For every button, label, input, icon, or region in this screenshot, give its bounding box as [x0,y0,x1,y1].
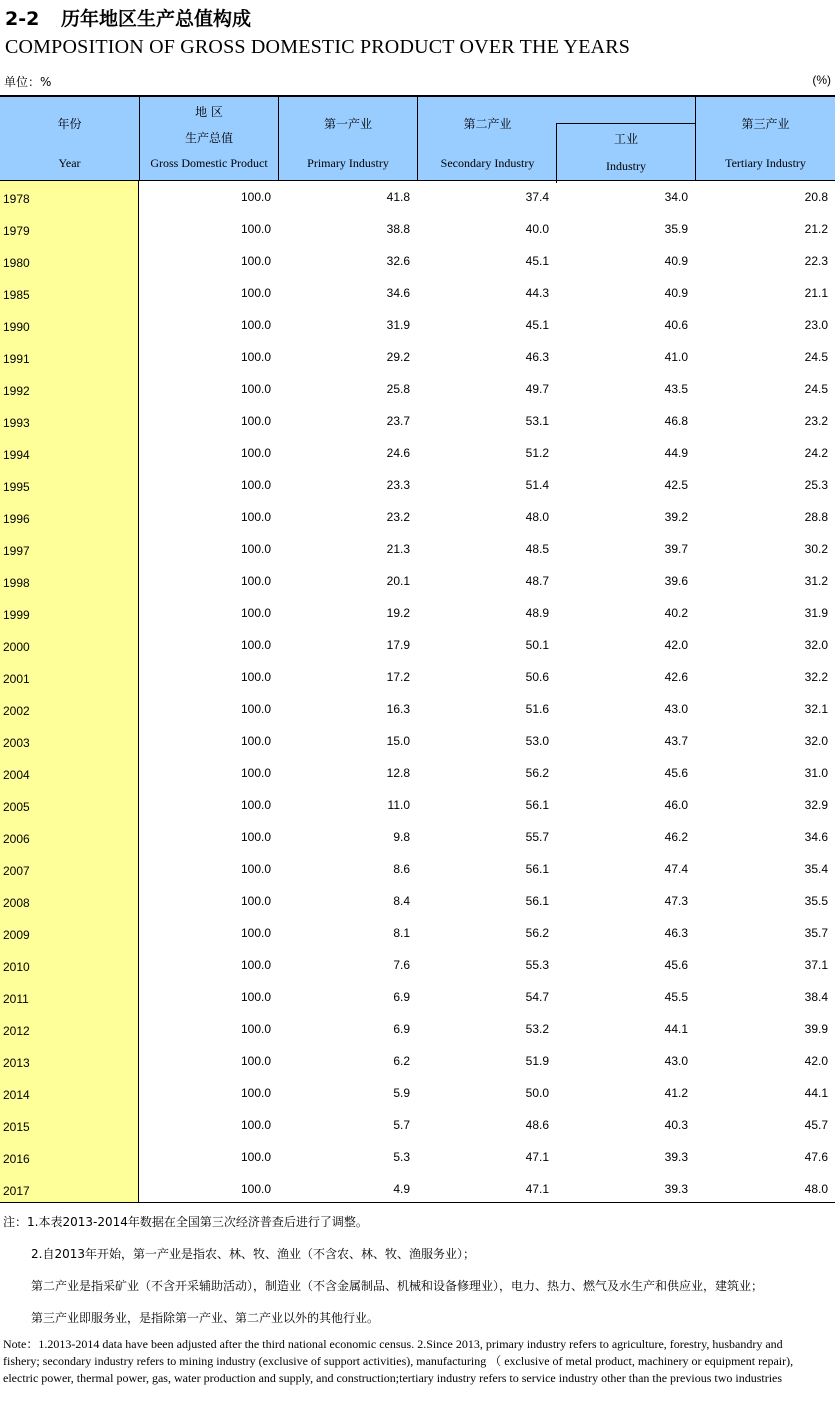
cell-industry: 40.6 [664,318,688,332]
cell-tertiary: 32.2 [804,670,828,684]
cell-secondary: 51.9 [525,1054,549,1068]
cell-secondary: 50.0 [525,1086,549,1100]
cell-gdp: 100.0 [240,542,271,556]
header-primary-cn: 第一产业 [323,117,372,131]
cell-gdp: 100.0 [240,1182,271,1196]
table-row [0,565,835,597]
cell-primary: 23.3 [386,478,410,492]
cell-tertiary: 32.9 [804,798,828,812]
cell-industry: 39.6 [664,574,688,588]
cell-tertiary: 22.3 [804,254,828,268]
cell-tertiary: 47.6 [804,1150,828,1164]
cell-industry: 42.6 [664,670,688,684]
cell-tertiary: 23.0 [804,318,828,332]
cell-secondary: 50.6 [525,670,549,684]
cell-secondary: 56.2 [525,926,549,940]
table-row [0,629,835,661]
table-row [0,1141,835,1173]
cell-gdp: 100.0 [240,190,271,204]
cell-tertiary: 30.2 [804,542,828,556]
cell-tertiary: 35.7 [804,926,828,940]
table-row [0,981,835,1013]
header-secondary-en: Secondary Industry [440,156,535,170]
cell-secondary: 53.1 [525,414,549,428]
note-cn-1: 注：1.本表2013-2014年数据在全国第三次经济普查后进行了调整。 [3,1215,368,1229]
cell-industry: 34.0 [664,190,688,204]
cell-industry: 43.5 [664,382,688,396]
cell-year: 2001 [3,672,30,686]
header-primary-en: Primary Industry [307,156,389,170]
cell-tertiary: 37.1 [804,958,828,972]
cell-industry: 46.2 [664,830,688,844]
cell-year: 2014 [3,1088,30,1102]
cell-year: 2005 [3,800,30,814]
cell-industry: 41.2 [664,1086,688,1100]
table-header [0,95,835,181]
table-title-cn: 历年地区生产总值构成 [61,8,252,30]
cell-gdp: 100.0 [240,1086,271,1100]
cell-secondary: 40.0 [525,222,549,236]
table-row [0,917,835,949]
table-row [0,533,835,565]
table-row [0,437,835,469]
cell-tertiary: 48.0 [804,1182,828,1196]
cell-year: 1985 [3,288,30,302]
cell-gdp: 100.0 [240,830,271,844]
table-row [0,501,835,533]
table-row [0,181,835,213]
cell-secondary: 55.3 [525,958,549,972]
header-gdp-cn2: 生产总值 [184,131,233,145]
cell-tertiary: 35.4 [804,862,828,876]
cell-gdp: 100.0 [240,606,271,620]
cell-primary: 5.9 [393,1086,410,1100]
cell-industry: 39.7 [664,542,688,556]
cell-primary: 8.6 [393,862,410,876]
cell-primary: 19.2 [386,606,410,620]
cell-secondary: 45.1 [525,254,549,268]
cell-industry: 46.0 [664,798,688,812]
cell-year: 2017 [3,1184,30,1198]
cell-gdp: 100.0 [240,254,271,268]
cell-industry: 40.9 [664,254,688,268]
cell-tertiary: 21.2 [804,222,828,236]
cell-gdp: 100.0 [240,734,271,748]
cell-industry: 40.2 [664,606,688,620]
table-row [0,1077,835,1109]
header-year-cn: 年份 [57,117,82,131]
cell-primary: 9.8 [393,830,410,844]
header-gdp-cn1: 地 区 [195,105,223,119]
cell-industry: 39.3 [664,1150,688,1164]
cell-secondary: 48.9 [525,606,549,620]
header-industry [556,123,695,183]
cell-gdp: 100.0 [240,318,271,332]
cell-primary: 32.6 [386,254,410,268]
cell-tertiary: 45.7 [804,1118,828,1132]
table-row [0,693,835,725]
cell-year: 1993 [3,416,30,430]
table-row [0,885,835,917]
cell-industry: 45.6 [664,958,688,972]
cell-industry: 44.1 [664,1022,688,1036]
cell-tertiary: 21.1 [804,286,828,300]
cell-secondary: 55.7 [525,830,549,844]
cell-secondary: 56.1 [525,798,549,812]
cell-gdp: 100.0 [240,990,271,1004]
cell-primary: 4.9 [393,1182,410,1196]
cell-year: 2010 [3,960,30,974]
table-row [0,789,835,821]
cell-gdp: 100.0 [240,862,271,876]
cell-secondary: 49.7 [525,382,549,396]
cell-gdp: 100.0 [240,222,271,236]
cell-tertiary: 32.0 [804,734,828,748]
cell-tertiary: 38.4 [804,990,828,1004]
table-row [0,245,835,277]
cell-secondary: 46.3 [525,350,549,364]
cell-primary: 8.4 [393,894,410,908]
cell-year: 1992 [3,384,30,398]
cell-secondary: 48.6 [525,1118,549,1132]
page-title-cn [5,4,251,31]
header-tertiary [695,97,835,180]
header-secondary [418,97,557,180]
note-cn-3: 第二产业是指采矿业（不含开采辅助活动），制造业（不含金属制品、机械和设备修理业），电力、热力、燃气及水生产和供应业，建筑业； [31,1279,764,1293]
cell-tertiary: 20.8 [804,190,828,204]
table-bottom-rule [0,1202,835,1203]
cell-primary: 17.2 [386,670,410,684]
cell-primary: 31.9 [386,318,410,332]
cell-secondary: 45.1 [525,318,549,332]
cell-industry: 46.3 [664,926,688,940]
cell-industry: 43.0 [664,702,688,716]
cell-gdp: 100.0 [240,350,271,364]
cell-industry: 40.3 [664,1118,688,1132]
cell-primary: 6.9 [393,1022,410,1036]
table-row [0,309,835,341]
cell-industry: 43.7 [664,734,688,748]
cell-secondary: 51.6 [525,702,549,716]
cell-tertiary: 31.9 [804,606,828,620]
cell-secondary: 48.5 [525,542,549,556]
table-row [0,1109,835,1141]
cell-secondary: 51.4 [525,478,549,492]
cell-year: 2009 [3,928,30,942]
cell-tertiary: 28.8 [804,510,828,524]
cell-secondary: 51.2 [525,446,549,460]
table-body [0,181,835,1205]
cell-primary: 7.6 [393,958,410,972]
cell-industry: 45.5 [664,990,688,1004]
table-row [0,661,835,693]
cell-gdp: 100.0 [240,1022,271,1036]
cell-gdp: 100.0 [240,1150,271,1164]
cell-gdp: 100.0 [240,446,271,460]
cell-gdp: 100.0 [240,574,271,588]
cell-primary: 20.1 [386,574,410,588]
note-cn-4: 第三产业即服务业，是指除第一产业、第二产业以外的其他行业。 [31,1311,380,1325]
cell-year: 1994 [3,448,30,462]
cell-primary: 11.0 [387,798,410,812]
cell-secondary: 47.1 [525,1150,549,1164]
cell-industry: 41.0 [664,350,688,364]
cell-tertiary: 25.3 [804,478,828,492]
header-tertiary-en: Tertiary Industry [725,156,806,170]
cell-year: 1998 [3,576,30,590]
cell-primary: 23.7 [386,414,410,428]
cell-industry: 45.6 [664,766,688,780]
cell-year: 2002 [3,704,30,718]
cell-secondary: 44.3 [525,286,549,300]
cell-year: 2000 [3,640,30,654]
page-title-en: COMPOSITION OF GROSS DOMESTIC PRODUCT OVER THE YEARS [5,36,631,58]
cell-tertiary: 32.0 [804,638,828,652]
cell-primary: 41.8 [386,190,410,204]
cell-secondary: 37.4 [525,190,549,204]
cell-gdp: 100.0 [240,478,271,492]
cell-industry: 46.8 [664,414,688,428]
cell-industry: 44.9 [664,446,688,460]
table-row [0,1013,835,1045]
cell-secondary: 56.2 [525,766,549,780]
cell-primary: 38.8 [386,222,410,236]
cell-primary: 34.6 [386,286,410,300]
cell-gdp: 100.0 [240,638,271,652]
cell-primary: 21.3 [386,542,410,556]
cell-tertiary: 34.6 [804,830,828,844]
table-row [0,213,835,245]
cell-year: 2013 [3,1056,30,1070]
cell-year: 2004 [3,768,30,782]
cell-gdp: 100.0 [240,1118,271,1132]
cell-year: 1997 [3,544,30,558]
cell-year: 2006 [3,832,30,846]
cell-industry: 39.2 [664,510,688,524]
cell-year: 1979 [3,224,30,238]
cell-industry: 35.9 [664,222,688,236]
cell-year: 1990 [3,320,30,334]
table-row [0,373,835,405]
cell-primary: 17.9 [386,638,410,652]
header-year-en: Year [58,156,81,170]
cell-gdp: 100.0 [240,1054,271,1068]
cell-industry: 47.3 [664,894,688,908]
cell-gdp: 100.0 [240,670,271,684]
header-tertiary-cn: 第三产业 [741,117,790,131]
cell-tertiary: 42.0 [804,1054,828,1068]
cell-secondary: 47.1 [525,1182,549,1196]
cell-primary: 23.2 [386,510,410,524]
cell-year: 1996 [3,512,30,526]
cell-secondary: 54.7 [525,990,549,1004]
cell-year: 2008 [3,896,30,910]
table-row [0,469,835,501]
cell-tertiary: 24.5 [804,382,828,396]
cell-year: 2003 [3,736,30,750]
cell-gdp: 100.0 [240,958,271,972]
header-gdp [140,97,279,180]
note-cn-2: 2.自2013年开始，第一产业是指农、林、牧、渔业（不含农、林、牧、渔服务业）； [31,1247,475,1261]
table-number: 2-2 [5,8,40,30]
cell-secondary: 56.1 [525,894,549,908]
cell-secondary: 48.7 [525,574,549,588]
cell-tertiary: 24.5 [804,350,828,364]
cell-secondary: 53.0 [525,734,549,748]
cell-industry: 42.0 [664,638,688,652]
header-primary [279,97,418,180]
cell-year: 1999 [3,608,30,622]
header-year [0,97,140,180]
cell-tertiary: 31.0 [804,766,828,780]
table-row [0,1173,835,1205]
cell-secondary: 50.1 [525,638,549,652]
cell-gdp: 100.0 [240,894,271,908]
cell-year: 1980 [3,256,30,270]
cell-year: 2011 [3,992,29,1006]
cell-industry: 43.0 [664,1054,688,1068]
unit-label-cn: 单位：% [4,75,52,89]
cell-gdp: 100.0 [240,798,271,812]
cell-year: 2007 [3,864,30,878]
table-row [0,1045,835,1077]
table-row [0,757,835,789]
table-row [0,597,835,629]
table-row [0,853,835,885]
cell-gdp: 100.0 [240,766,271,780]
table-row [0,405,835,437]
cell-year: 2015 [3,1120,30,1134]
cell-primary: 8.1 [393,926,410,940]
cell-tertiary: 32.1 [804,702,828,716]
cell-primary: 16.3 [386,702,410,716]
cell-gdp: 100.0 [240,702,271,716]
cell-secondary: 48.0 [525,510,549,524]
table-row [0,821,835,853]
cell-tertiary: 44.1 [804,1086,828,1100]
cell-secondary: 53.2 [525,1022,549,1036]
cell-gdp: 100.0 [240,414,271,428]
cell-primary: 6.2 [393,1054,410,1068]
cell-tertiary: 31.2 [804,574,828,588]
cell-tertiary: 24.2 [804,446,828,460]
cell-industry: 47.4 [664,862,688,876]
cell-year: 2012 [3,1024,30,1038]
header-industry-cn: 工业 [613,132,638,146]
cell-gdp: 100.0 [240,382,271,396]
cell-primary: 5.3 [393,1150,410,1164]
table-row [0,277,835,309]
cell-primary: 29.2 [386,350,410,364]
cell-gdp: 100.0 [240,926,271,940]
unit-label-en: (%) [812,73,831,87]
cell-tertiary: 39.9 [804,1022,828,1036]
cell-year: 1995 [3,480,30,494]
table-row [0,725,835,757]
cell-primary: 15.0 [386,734,410,748]
cell-tertiary: 35.5 [804,894,828,908]
cell-gdp: 100.0 [240,510,271,524]
cell-secondary: 56.1 [525,862,549,876]
table-row [0,949,835,981]
cell-tertiary: 23.2 [804,414,828,428]
header-secondary-cn: 第二产业 [463,117,512,131]
cell-primary: 6.9 [393,990,410,1004]
cell-gdp: 100.0 [240,286,271,300]
cell-primary: 12.8 [386,766,410,780]
header-industry-en: Industry [606,159,646,173]
table-row [0,341,835,373]
cell-primary: 25.8 [386,382,410,396]
note-en: Note：1.2013-2014 data have been adjusted after the third national economic census. 2.Since 2013, primary industry refers to agriculture, forestry, husbandry and fishery; secondary industry refers to mining industry (exclusive of support activities), manufacturing （ exclusive of metal product, machinery or equipment repair), electric power, thermal power, gas, water production and supply, and construction;tertiary industry refers to service industry other than the previous two industries [3,1337,794,1385]
header-gdp-en: Gross Domestic Product [150,156,268,170]
cell-industry: 39.3 [664,1182,688,1196]
cell-year: 1978 [3,192,30,206]
cell-primary: 5.7 [393,1118,410,1132]
cell-year: 1991 [3,352,30,366]
cell-primary: 24.6 [386,446,410,460]
cell-industry: 40.9 [664,286,688,300]
cell-industry: 42.5 [664,478,688,492]
cell-year: 2016 [3,1152,30,1166]
